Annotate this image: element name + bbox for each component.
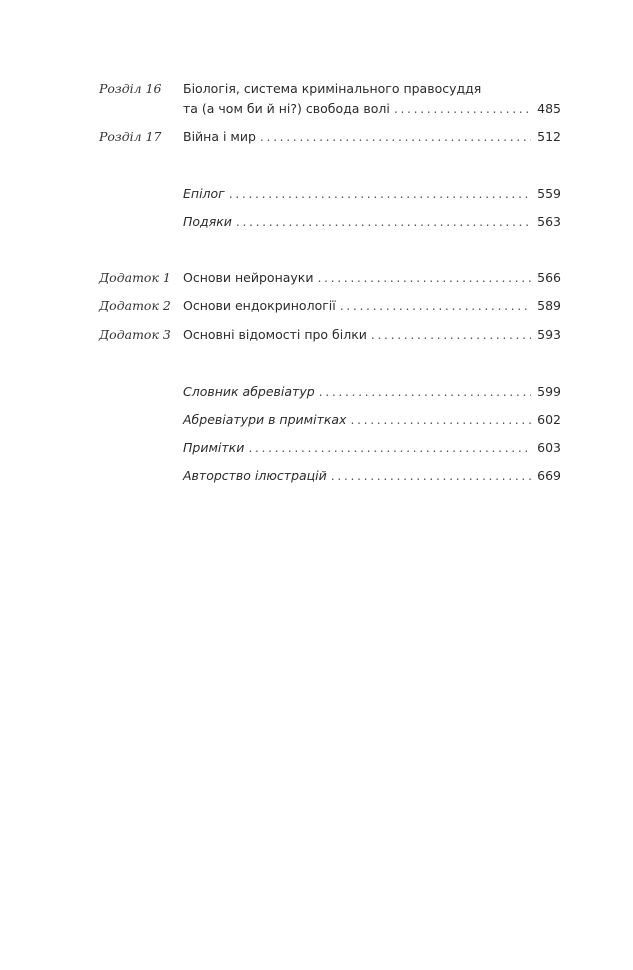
- toc-entry-appendix-2[interactable]: [0, 296, 633, 316]
- page-number: 512: [537, 129, 561, 144]
- toc-entry-acknowledgments[interactable]: [0, 212, 633, 232]
- page-number: 566: [537, 270, 561, 285]
- toc-entry-leader: [183, 466, 561, 486]
- toc-entry-chapter-17[interactable]: [0, 127, 633, 147]
- appendix-title: Основи ендокринології: [183, 298, 336, 313]
- dot-leader: [350, 410, 531, 430]
- dot-leader: [319, 382, 531, 402]
- dot-leader: [394, 99, 531, 119]
- chapter-title: Війна і мир: [183, 129, 256, 144]
- toc-entry-appendix-3[interactable]: [0, 325, 633, 345]
- appendix-label: Додаток 3: [99, 327, 171, 342]
- dot-leader: [229, 184, 531, 204]
- toc-entry-notes[interactable]: [0, 438, 633, 458]
- toc-entry-leader: [183, 99, 561, 119]
- toc-entry-leader: [183, 438, 561, 458]
- toc-entry-notes-abbreviations[interactable]: [0, 410, 633, 430]
- toc-entry-illustration-credits[interactable]: [0, 466, 633, 486]
- page-number: 603: [537, 440, 561, 455]
- section-title: Авторство ілюстрацій: [183, 468, 327, 483]
- appendix-label: Додаток 2: [99, 298, 171, 313]
- toc-entry-chapter-16-line-1: [0, 79, 633, 99]
- appendix-title: Основні відомості про білки: [183, 327, 367, 342]
- section-title: Примітки: [183, 440, 245, 455]
- page-number: 559: [537, 186, 561, 201]
- page-number: 593: [537, 327, 561, 342]
- page-number: 563: [537, 214, 561, 229]
- dot-leader: [331, 466, 531, 486]
- page-number: 589: [537, 298, 561, 313]
- section-title: Абревіатури в примітках: [183, 412, 347, 427]
- page-number: 669: [537, 468, 561, 483]
- dot-leader: [248, 438, 531, 458]
- toc-entry-appendix-1[interactable]: [0, 268, 633, 288]
- chapter-label: Розділ 17: [99, 129, 162, 144]
- chapter-title-line-1: Біологія, система кримінального правосуддя: [183, 81, 482, 96]
- chapter-title-line-2: та (а чом би й ні?) свобода волі: [183, 101, 390, 116]
- section-title: Епілог: [183, 186, 225, 201]
- toc-entry-chapter-16-line-2[interactable]: [0, 99, 633, 119]
- toc-entry-leader: [183, 184, 561, 204]
- toc-entry-leader: [183, 296, 561, 316]
- dot-leader: [260, 127, 531, 147]
- dot-leader: [317, 268, 531, 288]
- page-number: 602: [537, 412, 561, 427]
- toc-entry-abbreviations[interactable]: [0, 382, 633, 402]
- page-number: 599: [537, 384, 561, 399]
- section-title: Словник абревіатур: [183, 384, 315, 399]
- toc-entry-leader: [183, 268, 561, 288]
- toc-entry-epilogue[interactable]: [0, 184, 633, 204]
- chapter-label: Розділ 16: [99, 81, 162, 96]
- toc-entry-leader: [183, 382, 561, 402]
- dot-leader: [371, 325, 531, 345]
- appendix-title: Основи нейронауки: [183, 270, 314, 285]
- dot-leader: [236, 212, 531, 232]
- toc-entry-leader: [183, 212, 561, 232]
- toc-entry-leader: [183, 410, 561, 430]
- dot-leader: [340, 296, 531, 316]
- toc-entry-leader: [183, 127, 561, 147]
- section-title: Подяки: [183, 214, 232, 229]
- page-number: 485: [537, 101, 561, 116]
- toc-entry-leader: [183, 325, 561, 345]
- appendix-label: Додаток 1: [99, 270, 171, 285]
